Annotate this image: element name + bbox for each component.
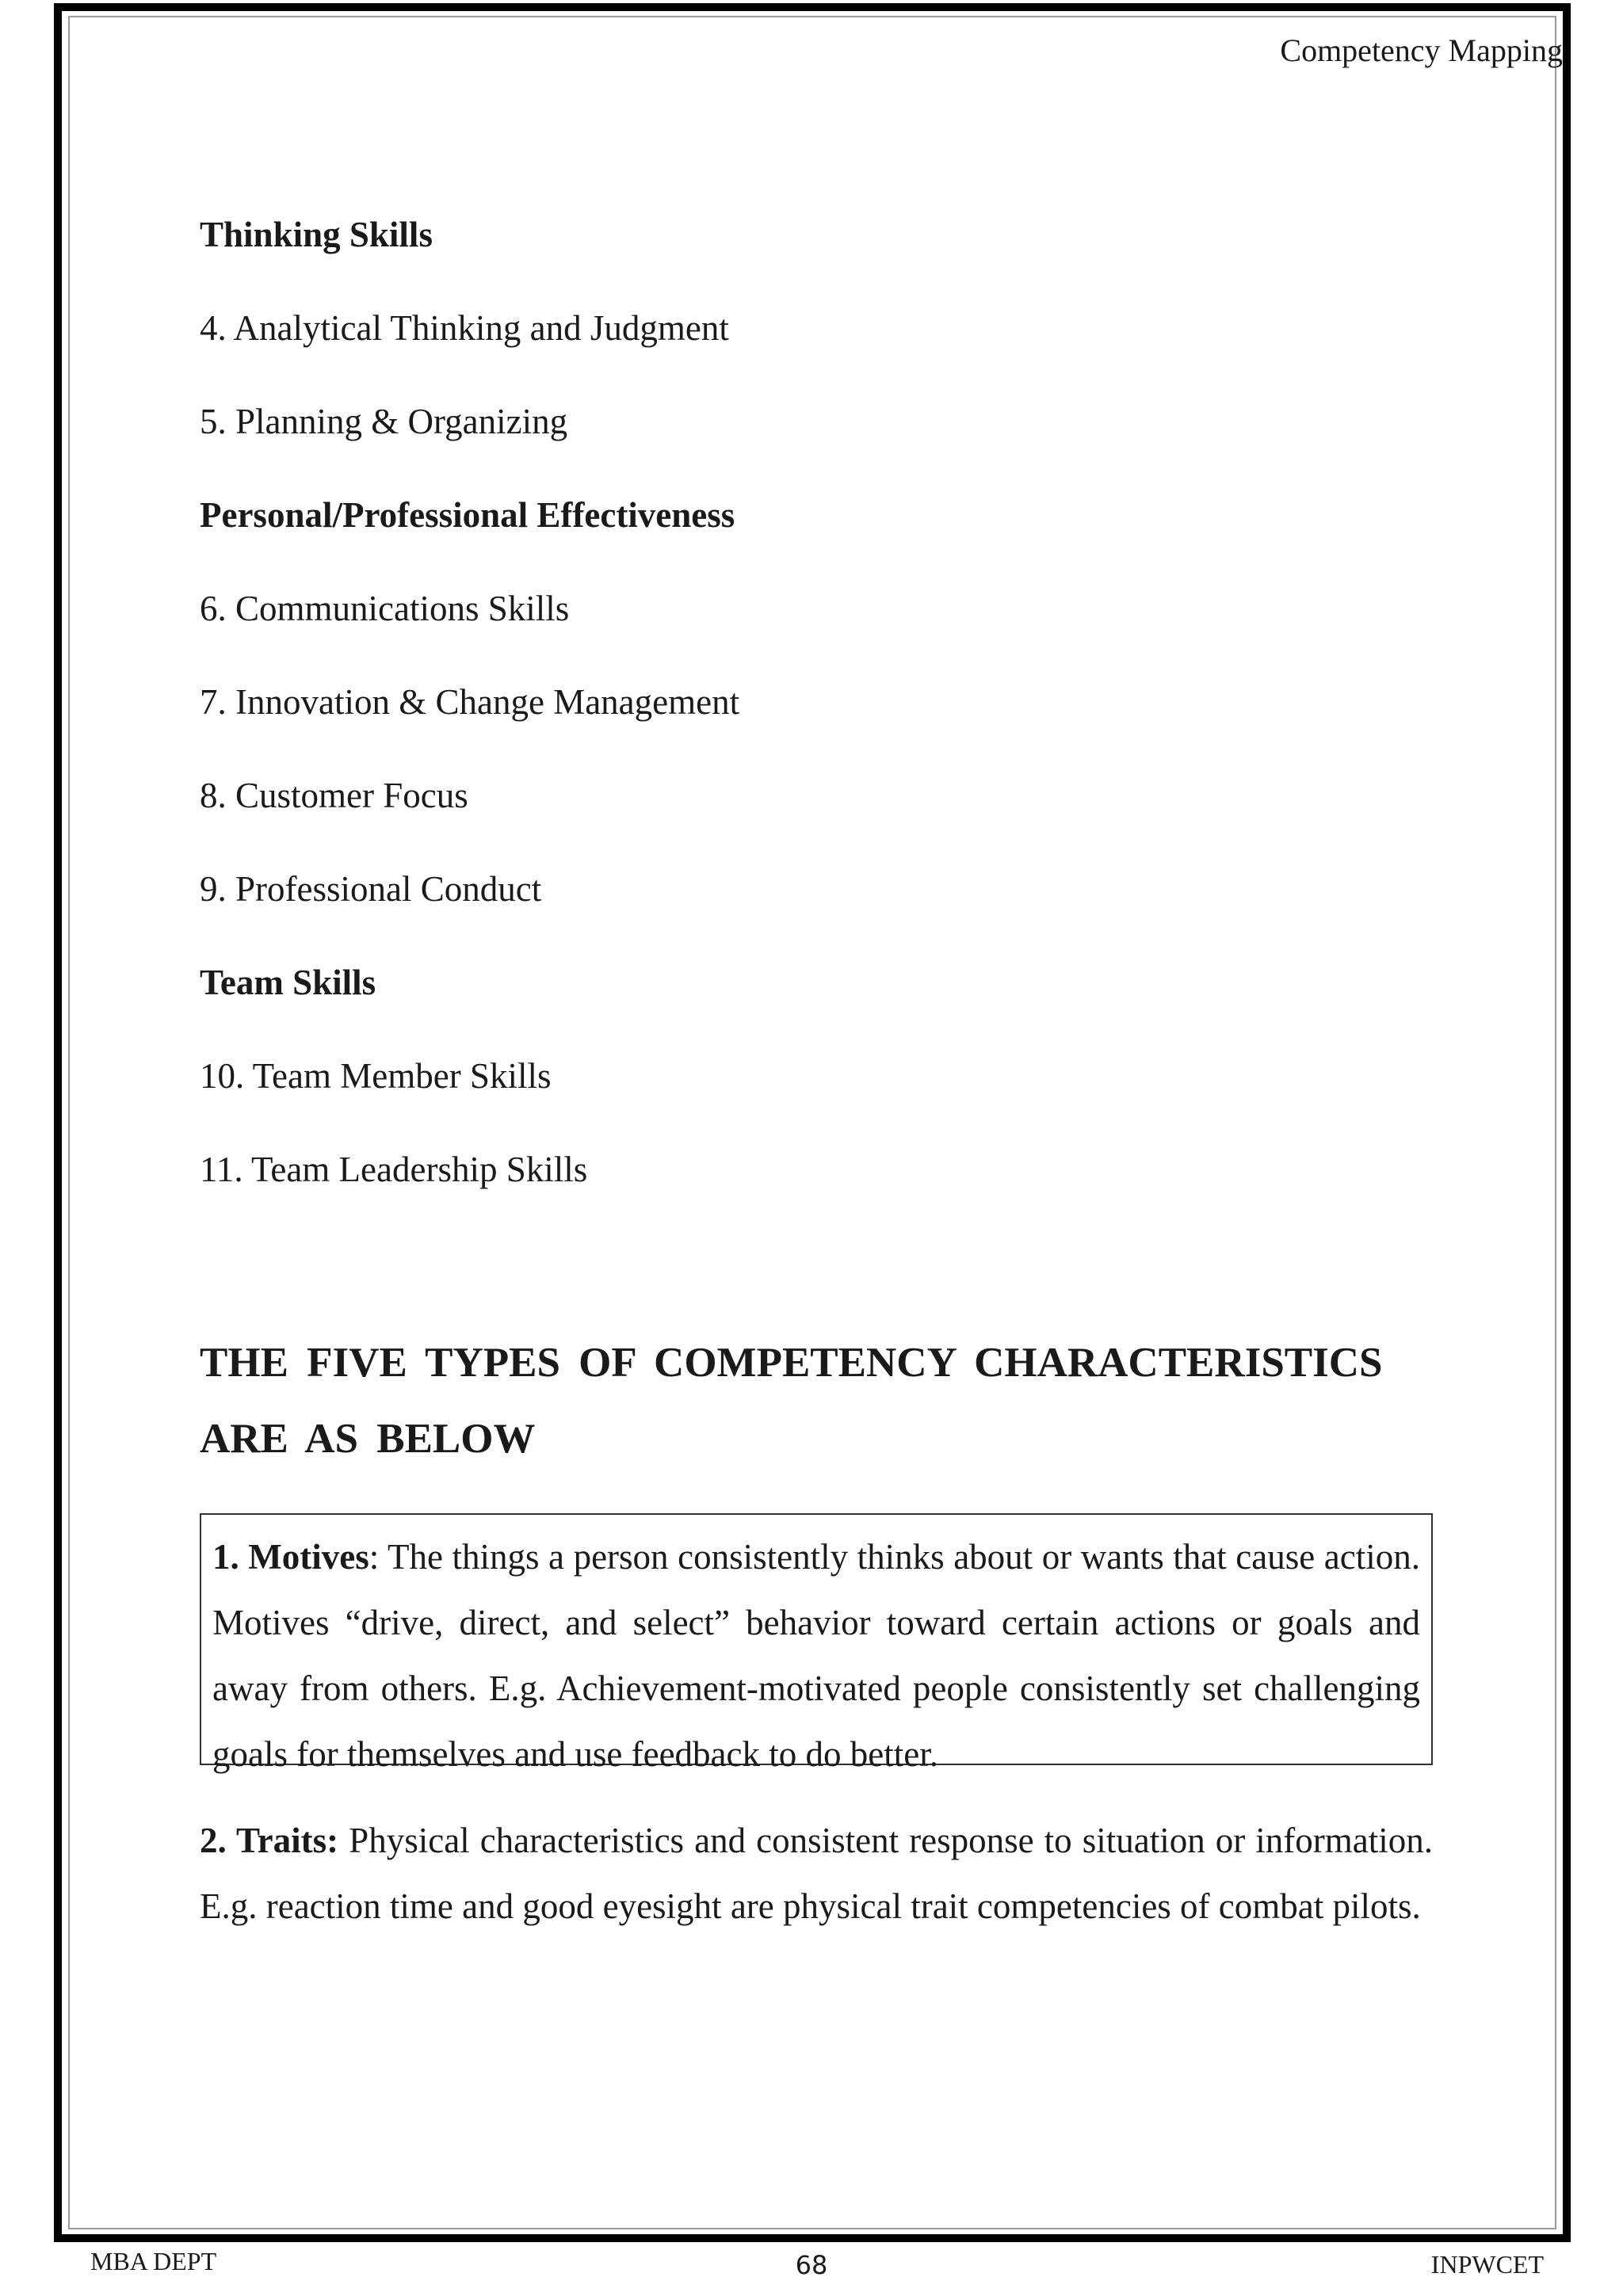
list-item-team-leadership: 11. Team Leadership Skills <box>200 1150 588 1189</box>
motives-text: : The things a person consistently thinks about or wants that cause action. Motives “drive, direct, and select” behavior toward certain actions or goals and away from others. E.g. Achievement-motivated people consistently set challenging goals for themselves and use feedback to do better. <box>212 1537 1420 1774</box>
list-item-professional-conduct: 9. Professional Conduct <box>200 869 542 909</box>
heading-personal-effectiveness: Personal/Professional Effectiveness <box>200 495 735 535</box>
running-header: Competency Mapping <box>1280 32 1563 68</box>
traits-block <box>200 1808 1433 1939</box>
list-item-analytical-thinking: 4. Analytical Thinking and Judgment <box>200 308 729 348</box>
motives-paragraph <box>212 1524 1420 1787</box>
list-item-innovation: 7. Innovation & Change Management <box>200 682 740 722</box>
footer-department: MBA DEPT <box>90 2247 217 2275</box>
footer-institution: INPWCET <box>1430 2250 1544 2279</box>
traits-text: Physical characteristics and consistent response to situation or information. E.g. reaction time and good eyesight are physical trait competencies of combat pilots. <box>200 1821 1433 1926</box>
heading-team-skills: Team Skills <box>200 963 376 1002</box>
heading-thinking-skills: Thinking Skills <box>200 215 433 254</box>
motives-label: 1. Motives <box>212 1537 369 1577</box>
section-heading <box>200 1325 1433 1477</box>
footer-page-number: 68 <box>795 2250 828 2280</box>
list-item-communications: 6. Communications Skills <box>200 589 570 628</box>
section-heading-line-2: ARE AS BELOW <box>200 1416 536 1462</box>
list-item-team-member: 10. Team Member Skills <box>200 1056 552 1096</box>
section-heading-line-1: THE FIVE TYPES OF COMPETENCY CHARACTERISTICS <box>200 1340 1383 1386</box>
list-item-planning-organizing: 5. Planning & Organizing <box>200 402 568 441</box>
traits-paragraph <box>200 1808 1433 1939</box>
motives-box <box>200 1513 1433 1774</box>
traits-label: 2. Traits: <box>200 1821 339 1860</box>
list-item-customer-focus: 8. Customer Focus <box>200 776 468 815</box>
